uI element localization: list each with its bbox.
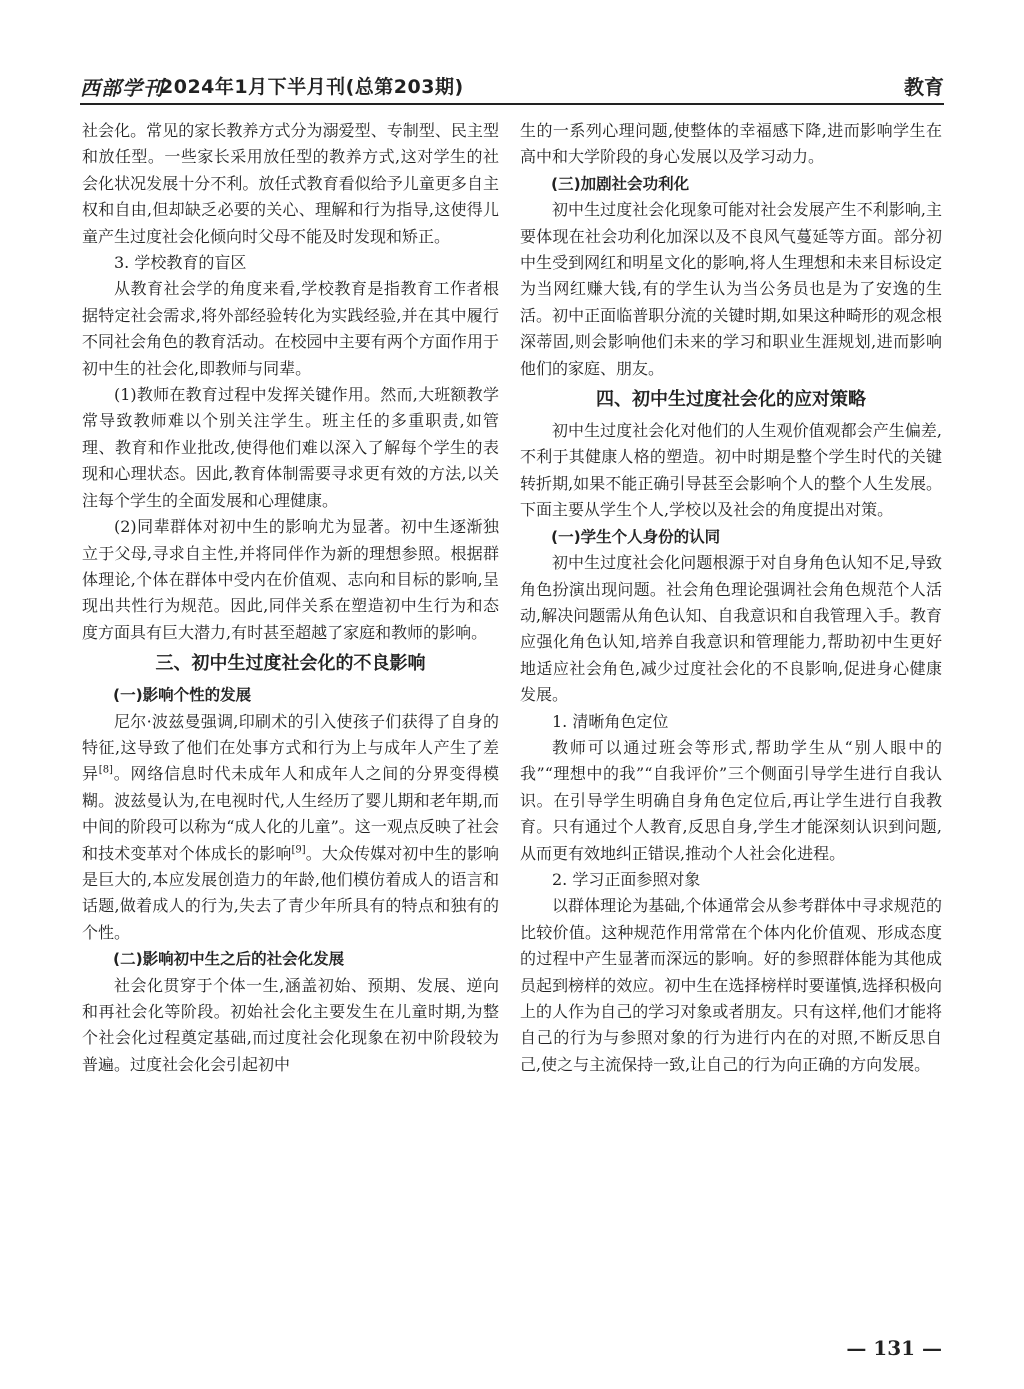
subsection-heading: (一)学生个人身份的认同 [551,527,721,546]
page-header [80,64,944,104]
numbered-heading: 3. 学校教育的盲区 [114,253,247,273]
paragraph: 社会化。常见的家长教养方式分为溺爱型、专制型、民主型和放任型。一些家长采用放任型的教养方式,这对学生的社会化状况发展十分不利。放任式教育看似给予儿童更多自主权和自由,但却缺乏必要的关心、理解和行为指导,这使得儿童产生过度社会化倾向时父母不能及时发现和矫正。 [82,121,499,246]
paragraph [82,709,499,947]
page-number: — 131 — [846,1336,942,1360]
paragraph-text: 。大众传媒对初中生的影响是巨大的,本应发展创造力的年龄,他们模仿着成人的语言和话题,做着成人的行为,失去了青少年所具有的特点和独有的个性。 [82,843,499,942]
paragraph-text: 。网络信息时代未成年人和成年人之间的分界变得模糊。波兹曼认为,在电视时代,人生经历了婴儿期和老年期,而中间的阶段可以称为“成人化的儿童”。这一观点反映了社会和技术变革对个体成长的影响 [82,764,499,863]
issue-info: 2024年1月下半月刊(总第203期) [160,76,464,98]
citation-ref: [9] [291,844,306,856]
paragraph: 以群体理论为基础,个体通常会从参考群体中寻求规范的比较价值。这种规范作用常常在个体内化价值观、形成态度的过程中产生显著而深远的影响。好的参照群体能为其他成员起到榜样的效应。初中生在选择榜样时要谨慎,选择积极向上的人作为自己的学习对象或者朋友。只有这样,他们才能将自己的行为与参照对象的行为进行内在的对照,不断反思自己,使之与主流保持一致,让自己的行为向正确的方向发展。 [520,896,942,1074]
paragraph-text: 尼尔·波兹曼强调,印刷术的引入使孩子们获得了自身的特征,这导致了他们在处事方式和行为上与成年人产生了差异 [82,711,499,784]
subsection-heading: (二)影响初中生之后的社会化发展 [113,950,345,969]
subsection-heading: (一)影响个性的发展 [113,686,252,705]
paragraph: (1)教师在教育过程中发挥关键作用。然而,大班额教学常导致教师难以个别关注学生。班主任的多重职责,如管理、教育和作业批改,使得他们难以深入了解每个学生的表现和心理状态。因此,教育体制需要寻求更有效的方法,以关注每个学生的全面发展和心理健康。 [82,385,499,510]
left-column [82,118,499,1078]
paragraph: 初中生过度社会化对他们的人生观价值观都会产生偏差,不利于其健康人格的塑造。初中时期是整个学生时代的关键转折期,如果不能正确引导甚至会影响个人的整个人生发展。下面主要从学生个人,学校以及社会的角度提出对策。 [520,421,942,520]
paragraph: (2)同辈群体对初中生的影响尤为显著。初中生逐渐独立于父母,寻求自主性,并将同伴作为新的理想参照。根据群体理论,个体在群体中受内在价值观、志向和目标的影响,呈现出共性行为规范。因此,同伴关系在塑造初中生行为和态度方面具有巨大潜力,有时甚至超越了家庭和教师的影响。 [82,517,499,642]
subsection-heading: (三)加剧社会功利化 [551,174,690,193]
paragraph: 生的一系列心理问题,使整体的幸福感下降,进而影响学生在高中和大学阶段的身心发展以及学习动力。 [520,121,942,167]
numbered-heading: 2. 学习正面参照对象 [552,869,701,889]
header-rule [80,103,944,105]
section-heading: 三、初中生过度社会化的不良影响 [155,653,426,675]
paragraph: 初中生过度社会化问题根源于对自身角色认知不足,导致角色扮演出现问题。社会角色理论强调社会角色规范个人活动,解决问题需从角色认知、自我意识和自我管理入手。教育应强化角色认知,培养自我意识和管理能力,帮助初中生更好地适应社会角色,减少过度社会化的不良影响,促进身心健康发展。 [520,553,942,705]
paragraph: 教师可以通过班会等形式,帮助学生从“别人眼中的我”“理想中的我”“自我评价”三个侧面引导学生进行自我认识。在引导学生明确自身角色定位后,再让学生进行自我教育。只有通过个人教育,反思自身,学生才能深刻认识到问题,从而更有效地纠正错误,推动个人社会化进程。 [520,737,942,863]
right-column [520,118,942,1078]
numbered-heading: 1. 清晰角色定位 [552,711,669,731]
section-label: 教育 [904,75,944,99]
section-heading: 四、初中生过度社会化的应对策略 [596,389,866,411]
citation-ref: [8] [98,765,113,777]
paragraph: 初中生过度社会化现象可能对社会发展产生不利影响,主要体现在社会功利化加深以及不良风气蔓延等方面。部分初中生受到网红和明星文化的影响,将人生理想和未来目标设定为当网红赚大钱,有的学生认为当公务员也是为了安逸的生活。初中正面临普职分流的关键时期,如果这种畸形的观念根深蒂固,则会影响他们未来的学习和职业生涯规划,进而影响他们的家庭、朋友。 [520,200,942,378]
paragraph: 社会化贯穿于个体一生,涵盖初始、预期、发展、逆向和再社会化等阶段。初始社会化主要发生在儿童时期,为整个社会化过程奠定基础,而过度社会化现象在初中阶段较为普遍。过度社会化会引起初中 [82,975,499,1074]
journal-logo: 西部学刊 [80,76,164,100]
paragraph: 从教育社会学的角度来看,学校教育是指教育工作者根据特定社会需求,将外部经验转化为实践经验,并在其中履行不同社会角色的教育活动。在校园中主要有两个方面作用于初中生的社会化,即教师与同辈。 [82,279,499,378]
